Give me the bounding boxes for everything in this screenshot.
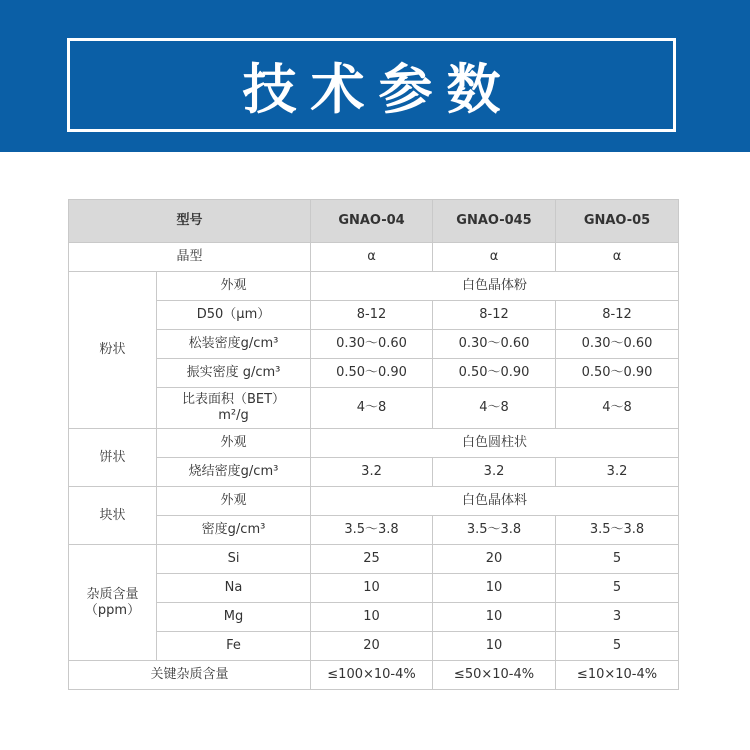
cell-value: 5 [556, 574, 679, 603]
cell-value: 0.30～0.60 [556, 330, 679, 359]
cell-value: 5 [556, 545, 679, 574]
header-model: GNAO-045 [433, 200, 556, 243]
table-row [69, 661, 679, 690]
cell-value: α [433, 243, 556, 272]
cell-value: 4～8 [433, 388, 556, 429]
cell-value: 3 [556, 603, 679, 632]
table-row [69, 301, 679, 330]
table-row [69, 458, 679, 487]
cell-value: ≤50×10-4% [433, 661, 556, 690]
table-row [69, 243, 679, 272]
row-label: D50（μm） [157, 301, 311, 330]
row-label: Na [157, 574, 311, 603]
row-label: Si [157, 545, 311, 574]
cell-value: 10 [311, 603, 433, 632]
table-row [69, 487, 679, 516]
cell-value: 0.30～0.60 [433, 330, 556, 359]
row-label: 关键杂质含量 [69, 661, 311, 690]
cell-value: 3.5～3.8 [556, 516, 679, 545]
table-row [69, 516, 679, 545]
header-model-label: 型号 [69, 200, 311, 243]
table-row [69, 388, 679, 429]
table-row [69, 574, 679, 603]
cell-value: 10 [433, 632, 556, 661]
cell-value: α [311, 243, 433, 272]
table-row [69, 330, 679, 359]
spec-table [68, 199, 679, 690]
cell-value: 0.50～0.90 [433, 359, 556, 388]
table-row [69, 632, 679, 661]
row-label: 振实密度 g/cm³ [157, 359, 311, 388]
title-banner [0, 0, 750, 152]
table-header-row [69, 200, 679, 243]
cell-value: 20 [311, 632, 433, 661]
cell-value: 白色晶体粉 [311, 272, 679, 301]
cell-value: 10 [433, 603, 556, 632]
group-label: 饼状 [69, 429, 157, 487]
cell-value: 3.2 [311, 458, 433, 487]
table-row [69, 545, 679, 574]
cell-value: ≤10×10-4% [556, 661, 679, 690]
group-label-line: 杂质含量 [86, 586, 139, 602]
cell-value: 8-12 [433, 301, 556, 330]
cell-value: 3.5～3.8 [311, 516, 433, 545]
row-label-line: m²/g [218, 408, 249, 423]
cell-value: 10 [433, 574, 556, 603]
group-label: 粉状 [69, 272, 157, 429]
row-label: 烧结密度g/cm³ [157, 458, 311, 487]
cell-value: 4～8 [311, 388, 433, 429]
cell-value: α [556, 243, 679, 272]
cell-value: 25 [311, 545, 433, 574]
cell-value: 0.50～0.90 [311, 359, 433, 388]
cell-value: 0.30～0.60 [311, 330, 433, 359]
cell-value: 5 [556, 632, 679, 661]
row-label: 晶型 [69, 243, 311, 272]
header-model: GNAO-04 [311, 200, 433, 243]
header-model: GNAO-05 [556, 200, 679, 243]
cell-value: 0.50～0.90 [556, 359, 679, 388]
cell-value: 10 [311, 574, 433, 603]
table-row [69, 359, 679, 388]
cell-value: 20 [433, 545, 556, 574]
cell-value: 3.2 [556, 458, 679, 487]
cell-value: 4～8 [556, 388, 679, 429]
row-label-line: 比表面积（BET） [181, 392, 286, 407]
page-title: 技术参数 [242, 57, 515, 121]
group-label [69, 545, 157, 661]
cell-value: 白色晶体料 [311, 487, 679, 516]
row-label: 外观 [157, 272, 311, 301]
cell-value: 白色圆柱状 [311, 429, 679, 458]
group-label: 块状 [69, 487, 157, 545]
cell-value: 8-12 [556, 301, 679, 330]
row-label: 密度g/cm³ [157, 516, 311, 545]
row-label: Mg [157, 603, 311, 632]
row-label: Fe [157, 632, 311, 661]
table-row [69, 429, 679, 458]
cell-value: 3.5～3.8 [433, 516, 556, 545]
table-row [69, 272, 679, 301]
row-label: 松装密度g/cm³ [157, 330, 311, 359]
cell-value: 8-12 [311, 301, 433, 330]
group-label-line: （ppm） [84, 602, 141, 618]
row-label [157, 388, 311, 429]
cell-value: 3.2 [433, 458, 556, 487]
title-frame [67, 38, 676, 132]
table-row [69, 603, 679, 632]
cell-value: ≤100×10-4% [311, 661, 433, 690]
row-label: 外观 [157, 487, 311, 516]
row-label: 外观 [157, 429, 311, 458]
